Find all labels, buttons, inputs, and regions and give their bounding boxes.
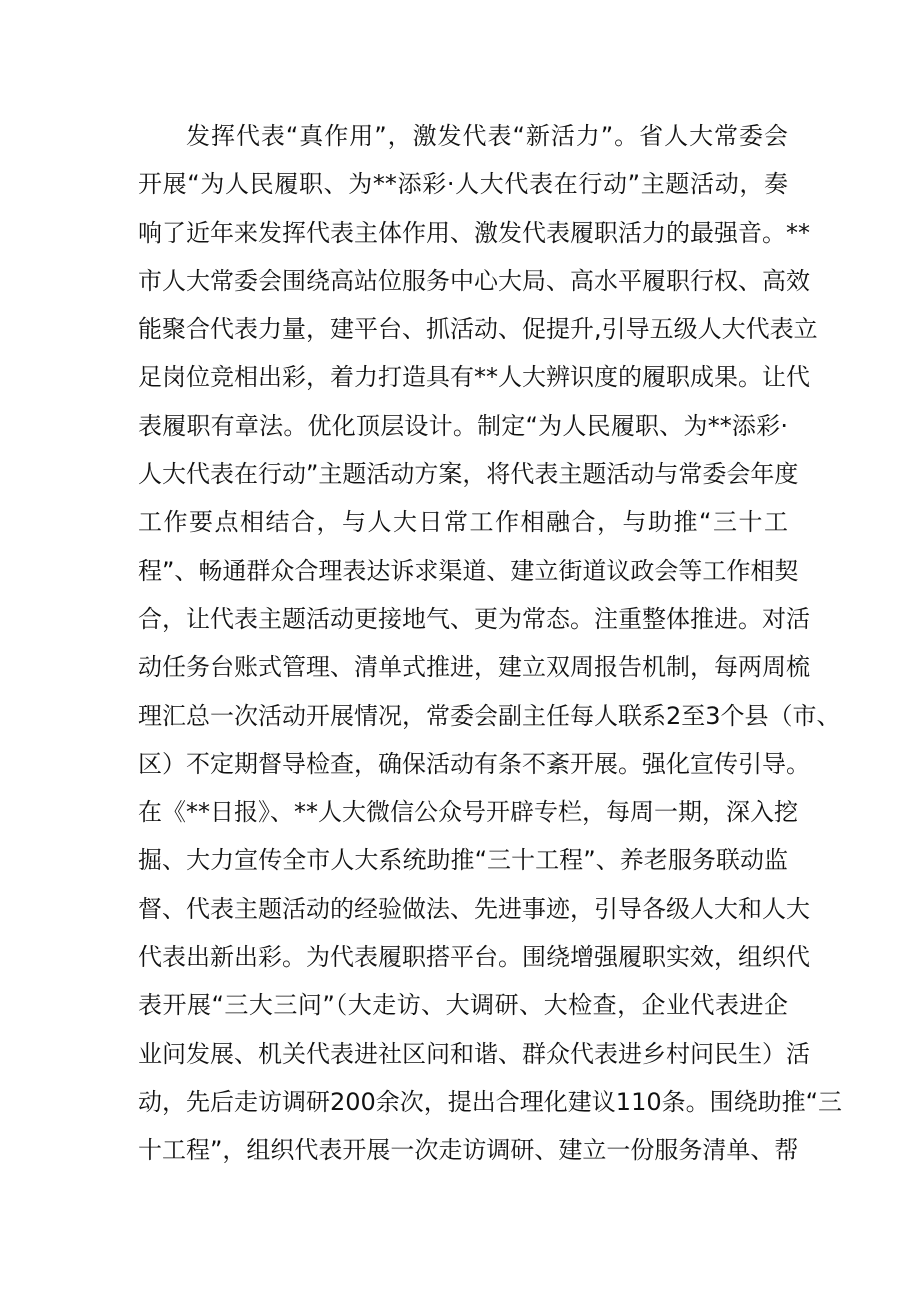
text-line: 动，先后走访调研200余次，提出合理化建议110条。围绕助推“三 [138,1087,843,1116]
text-line: 合，让代表主题活动更接地气、更为常态。注重整体推进。对活 [138,604,810,633]
text-line: 十工程”，组织代表开展一次走访调研、建立一份服务清单、帮 [138,1136,799,1165]
text-line: 程”、畅通群众合理表达诉求渠道、建立街道议政会等工作相契 [138,556,799,585]
text-line: 表开展“三大三问”（大走访、大调研、大检查，企业代表进企 [138,991,788,1020]
text-line: 响了近年来发挥代表主体作用、激发代表履职活力的最强音。** [138,218,810,247]
text-line: 表履职有章法。优化顶层设计。制定“为人民履职、为**添彩· [138,411,788,440]
text-line: 能聚合代表力量，建平台、抓活动、促提升,引导五级人大代表立 [138,315,818,344]
text-line: 动任务台账式管理、清单式推进，建立双周报告机制，每两周梳 [138,653,810,682]
text-line: 在《**日报》、**人大微信公众号开辟专栏，每周一期，深入挖 [138,798,798,827]
text-line: 业问发展、机关代表进社区问和谐、群众代表进乡村问民生）活 [138,1039,810,1068]
text-line: 代表出新出彩。为代表履职搭平台。围绕增强履职实效，组织代 [138,943,810,972]
text-line: 足岗位竞相出彩，着力打造具有**人大辨识度的履职成果。让代 [138,363,810,392]
text-line: 区）不定期督导检查，确保活动有条不紊开展。强化宣传引导。 [138,749,810,778]
text-line: 发挥代表“真作用”，激发代表“新活力”。省人大常委会 [186,122,788,150]
text-line: 人大代表在行动”主题活动方案，将代表主题活动与常委会年度 [138,460,799,489]
text-line: 督、代表主题活动的经验做法、先进事迹，引导各级人大和人大 [138,894,810,923]
text-line: 工作要点相结合，与人大日常工作相融合，与助推“三十工 [138,508,788,537]
text-line: 开展“为人民履职、为**添彩·人大代表在行动”主题活动，奏 [138,170,788,199]
body-paragraph [138,112,843,1175]
text-line: 市人大常委会围绕高站位服务中心大局、高水平履职行权、高效 [138,266,810,295]
text-line: 理汇总一次活动开展情况，常委会副主任每人联系2至3个县（市、 [138,701,841,730]
text-line: 掘、大力宣传全市人大系统助推“三十工程”、养老服务联动监 [138,846,788,875]
